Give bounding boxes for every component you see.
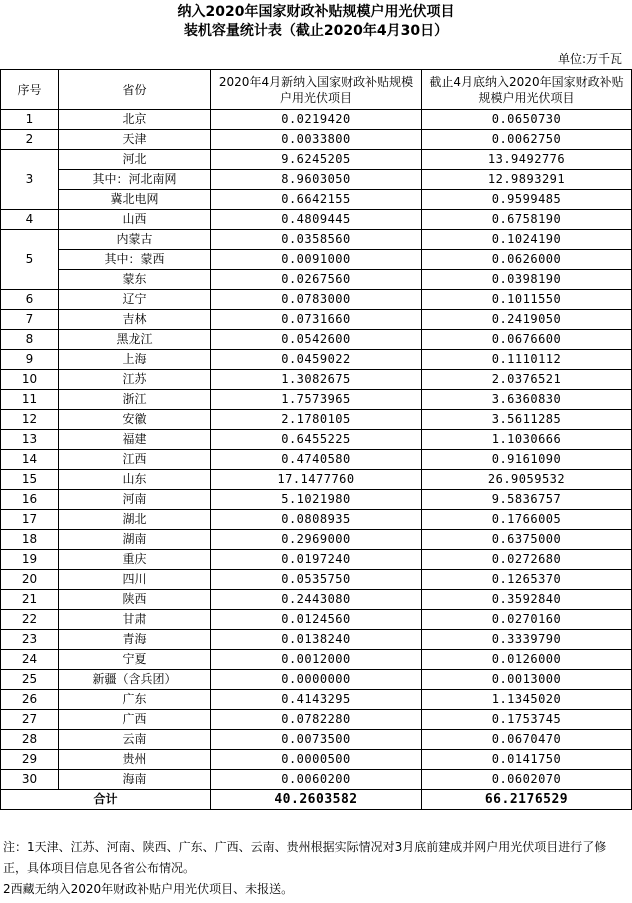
row-index: 14 [1,450,59,470]
row-cumulative-capacity: 0.6375000 [422,530,632,550]
row-province: 湖北 [59,510,211,530]
table-row [1,670,632,690]
row-new-capacity: 0.0731660 [211,310,422,330]
row-cumulative-capacity: 0.0602070 [422,770,632,790]
row-cumulative-capacity: 0.0398190 [422,270,632,290]
row-province: 吉林 [59,310,211,330]
row-province: 河南 [59,490,211,510]
row-cumulative-capacity: 2.0376521 [422,370,632,390]
row-cumulative-capacity: 0.0272680 [422,550,632,570]
row-new-capacity: 0.0000500 [211,750,422,770]
row-new-capacity: 0.2969000 [211,530,422,550]
table-row [1,230,632,250]
row-index: 22 [1,610,59,630]
table-row [1,690,632,710]
row-cumulative-capacity: 0.1766005 [422,510,632,530]
table-row [1,350,632,370]
row-new-capacity: 9.6245205 [211,150,422,170]
row-cumulative-capacity: 0.0650730 [422,110,632,130]
row-index: 30 [1,770,59,790]
footnote-2: 2西藏无纳入2020年财政补贴户用光伏项目、未报送。 [3,882,294,896]
row-new-capacity: 0.6642155 [211,190,422,210]
table-row [1,190,632,210]
table-row [1,370,632,390]
table-row [1,250,632,270]
row-province: 海南 [59,770,211,790]
row-province: 北京 [59,110,211,130]
row-province: 陕西 [59,590,211,610]
row-province: 青海 [59,630,211,650]
row-index: 12 [1,410,59,430]
row-index: 24 [1,650,59,670]
table-row [1,270,632,290]
table-row [1,210,632,230]
row-cumulative-capacity: 0.0013000 [422,670,632,690]
row-province: 辽宁 [59,290,211,310]
table-row [1,710,632,730]
table-row [1,150,632,170]
row-cumulative-capacity: 12.9893291 [422,170,632,190]
row-cumulative-capacity: 0.3592840 [422,590,632,610]
row-new-capacity: 0.0000000 [211,670,422,690]
row-new-capacity: 0.0033800 [211,130,422,150]
row-index: 7 [1,310,59,330]
header-index: 序号 [1,70,59,110]
row-province: 四川 [59,570,211,590]
row-province: 河北 [59,150,211,170]
row-new-capacity: 1.3082675 [211,370,422,390]
row-province: 山东 [59,470,211,490]
header-total-capacity: 截止4月底纳入2020年国家财政补贴规模户用光伏项目 [422,70,632,110]
row-province: 其中：河北南网 [59,170,211,190]
row-province: 冀北电网 [59,190,211,210]
row-new-capacity: 0.0808935 [211,510,422,530]
row-cumulative-capacity: 0.9599485 [422,190,632,210]
row-new-capacity: 0.0219420 [211,110,422,130]
row-province: 江西 [59,450,211,470]
table-body [1,110,632,790]
table-title-line1: 纳入2020年国家财政补贴规模户用光伏项目 [177,4,455,20]
table-header-row [1,70,632,110]
row-province: 宁夏 [59,650,211,670]
row-province: 黑龙江 [59,330,211,350]
unit-label: 单位:万千瓦 [557,52,622,66]
table-row [1,730,632,750]
row-new-capacity: 5.1021980 [211,490,422,510]
row-index: 13 [1,430,59,450]
row-province: 天津 [59,130,211,150]
row-index: 4 [1,210,59,230]
row-cumulative-capacity: 0.1011550 [422,290,632,310]
row-new-capacity: 0.0124560 [211,610,422,630]
row-cumulative-capacity: 3.5611285 [422,410,632,430]
row-cumulative-capacity: 0.0141750 [422,750,632,770]
row-cumulative-capacity: 0.0062750 [422,130,632,150]
row-new-capacity: 17.1477760 [211,470,422,490]
table-row [1,170,632,190]
table-row [1,570,632,590]
row-new-capacity: 0.6455225 [211,430,422,450]
row-cumulative-capacity: 0.0626000 [422,250,632,270]
row-province: 内蒙古 [59,230,211,250]
footnotes [3,837,629,900]
row-cumulative-capacity: 26.9059532 [422,470,632,490]
footnote-1: 注：1天津、江苏、河南、陕西、广东、广西、云南、贵州根据实际情况对3月底前建成并网户用光伏项目进行了修正，具体项目信息见各省公布情况。 [3,840,607,875]
row-new-capacity: 0.0091000 [211,250,422,270]
row-cumulative-capacity: 0.3339790 [422,630,632,650]
row-province: 福建 [59,430,211,450]
total-new-capacity: 40.2603582 [211,790,422,810]
table-row [1,770,632,790]
row-new-capacity: 0.0267560 [211,270,422,290]
row-new-capacity: 0.0783000 [211,290,422,310]
table-row [1,330,632,350]
row-province: 浙江 [59,390,211,410]
row-new-capacity: 0.0358560 [211,230,422,250]
row-index: 9 [1,350,59,370]
table-row [1,450,632,470]
row-province: 重庆 [59,550,211,570]
row-cumulative-capacity: 1.1345020 [422,690,632,710]
row-new-capacity: 8.9603050 [211,170,422,190]
table-row [1,750,632,770]
row-index: 21 [1,590,59,610]
row-new-capacity: 0.0197240 [211,550,422,570]
row-cumulative-capacity: 1.1030666 [422,430,632,450]
row-cumulative-capacity: 0.1753745 [422,710,632,730]
header-new-capacity: 2020年4月新纳入国家财政补贴规模户用光伏项目 [211,70,422,110]
table-row [1,130,632,150]
row-province: 广西 [59,710,211,730]
row-new-capacity: 0.0459022 [211,350,422,370]
row-new-capacity: 0.4143295 [211,690,422,710]
row-province: 贵州 [59,750,211,770]
row-index: 20 [1,570,59,590]
row-province: 蒙东 [59,270,211,290]
row-province: 江苏 [59,370,211,390]
row-cumulative-capacity: 0.1110112 [422,350,632,370]
row-new-capacity: 0.0060200 [211,770,422,790]
row-index: 2 [1,130,59,150]
row-cumulative-capacity: 0.2419050 [422,310,632,330]
row-new-capacity: 0.0073500 [211,730,422,750]
row-index: 6 [1,290,59,310]
table-row [1,490,632,510]
row-index: 23 [1,630,59,650]
row-cumulative-capacity: 0.9161090 [422,450,632,470]
row-index: 3 [1,150,59,210]
table-row [1,650,632,670]
row-new-capacity: 2.1780105 [211,410,422,430]
row-new-capacity: 0.0782280 [211,710,422,730]
table-total-row [1,790,632,810]
row-province: 山西 [59,210,211,230]
row-cumulative-capacity: 0.6758190 [422,210,632,230]
row-cumulative-capacity: 0.0676600 [422,330,632,350]
header-province: 省份 [59,70,211,110]
row-index: 19 [1,550,59,570]
row-index: 27 [1,710,59,730]
table-row [1,390,632,410]
table-row [1,610,632,630]
table-row [1,430,632,450]
row-province: 湖南 [59,530,211,550]
table-row [1,290,632,310]
table-title-line2: 装机容量统计表（截止2020年4月30日） [183,23,449,39]
row-province: 上海 [59,350,211,370]
row-index: 1 [1,110,59,130]
row-cumulative-capacity: 0.0126000 [422,650,632,670]
table-row [1,550,632,570]
table-row [1,510,632,530]
total-cumulative-capacity: 66.2176529 [422,790,632,810]
row-index: 5 [1,230,59,290]
row-province: 其中：蒙西 [59,250,211,270]
row-index: 17 [1,510,59,530]
row-new-capacity: 0.0535750 [211,570,422,590]
total-label: 合计 [1,790,211,810]
row-new-capacity: 0.4740580 [211,450,422,470]
row-new-capacity: 1.7573965 [211,390,422,410]
row-new-capacity: 0.0012000 [211,650,422,670]
row-index: 26 [1,690,59,710]
table-row [1,470,632,490]
row-index: 25 [1,670,59,690]
row-new-capacity: 0.0138240 [211,630,422,650]
table-row [1,110,632,130]
table-row [1,310,632,330]
row-cumulative-capacity: 9.5836757 [422,490,632,510]
row-cumulative-capacity: 13.9492776 [422,150,632,170]
row-new-capacity: 0.0542600 [211,330,422,350]
table-row [1,590,632,610]
row-province: 广东 [59,690,211,710]
row-province: 甘肃 [59,610,211,630]
table-row [1,530,632,550]
table-row [1,630,632,650]
row-province: 安徽 [59,410,211,430]
row-province: 新疆（含兵团） [59,670,211,690]
row-cumulative-capacity: 3.6360830 [422,390,632,410]
table-row [1,410,632,430]
row-index: 16 [1,490,59,510]
row-index: 15 [1,470,59,490]
capacity-table [0,69,632,810]
row-index: 18 [1,530,59,550]
row-cumulative-capacity: 0.1024190 [422,230,632,250]
row-new-capacity: 0.2443080 [211,590,422,610]
row-index: 10 [1,370,59,390]
row-index: 29 [1,750,59,770]
row-index: 28 [1,730,59,750]
row-province: 云南 [59,730,211,750]
row-cumulative-capacity: 0.1265370 [422,570,632,590]
row-index: 11 [1,390,59,410]
row-cumulative-capacity: 0.0670470 [422,730,632,750]
row-index: 8 [1,330,59,350]
row-new-capacity: 0.4809445 [211,210,422,230]
row-cumulative-capacity: 0.0270160 [422,610,632,630]
